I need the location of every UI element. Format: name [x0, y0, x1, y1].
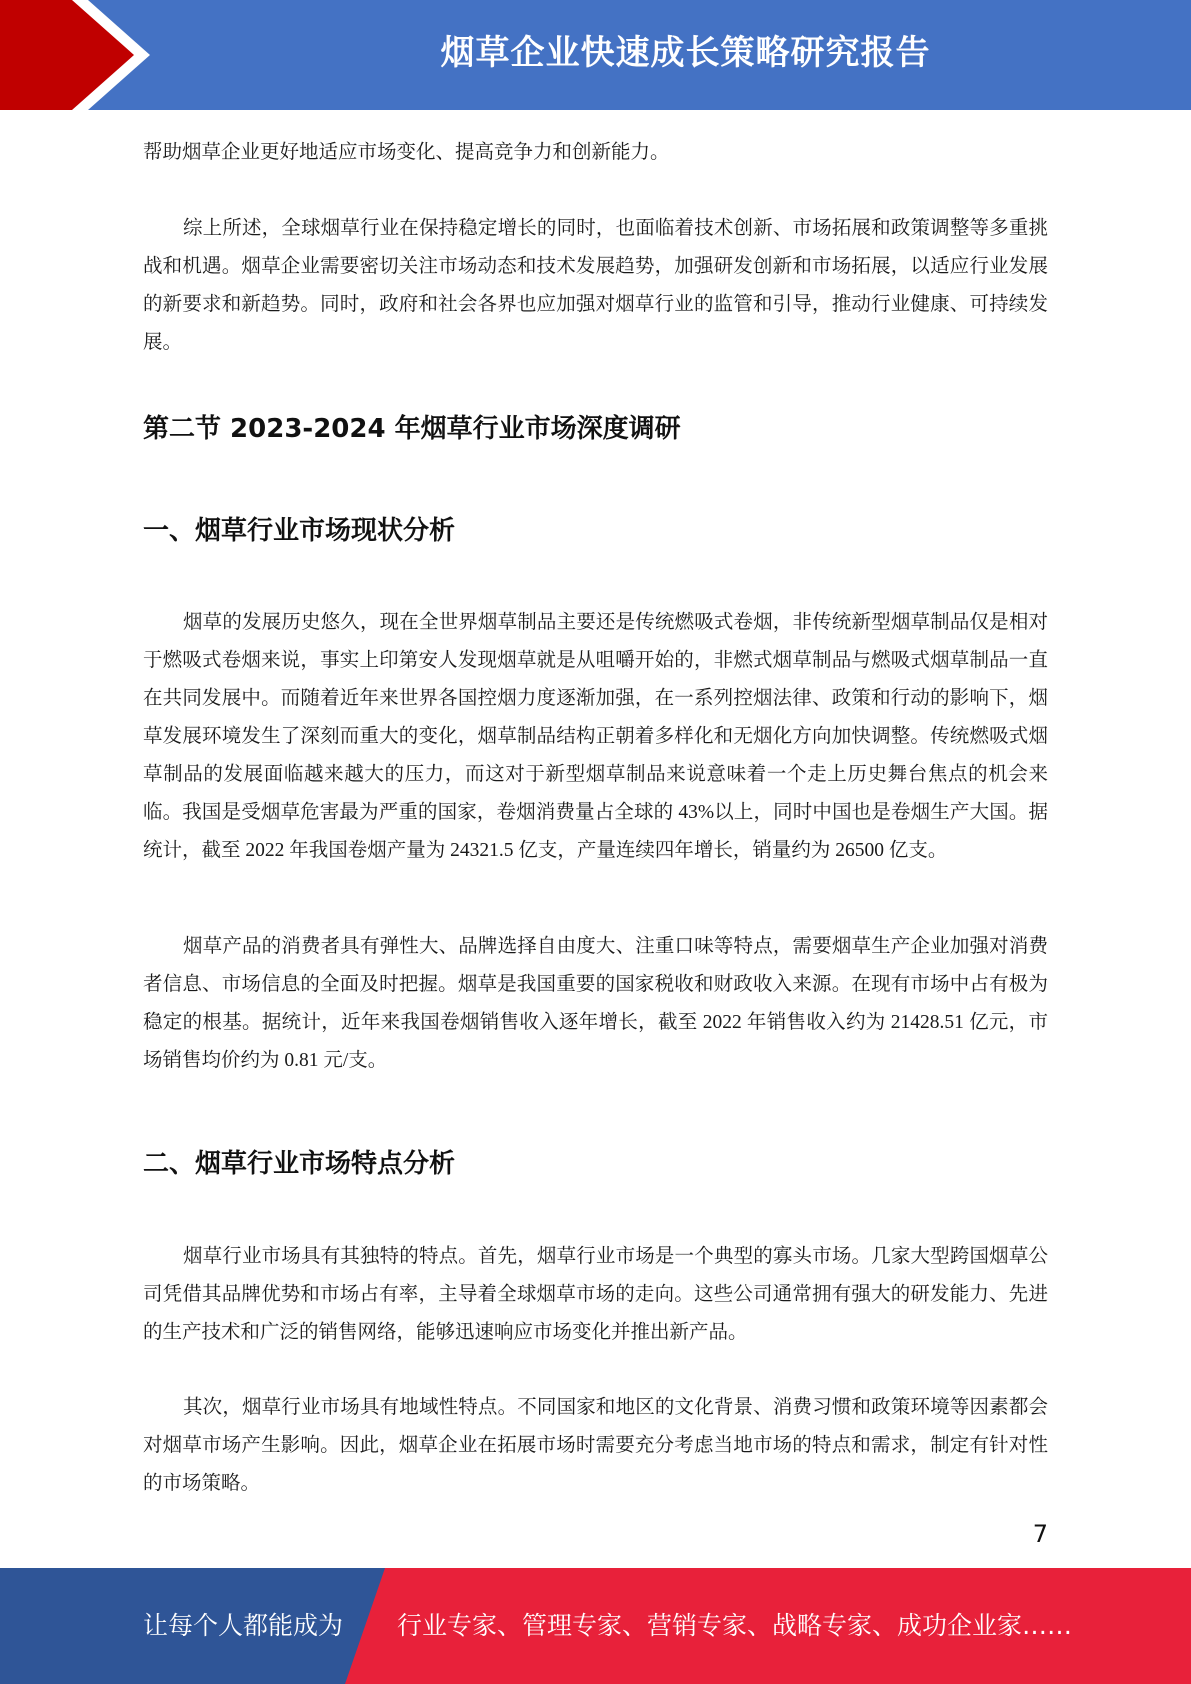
- header-banner: [0, 0, 1191, 110]
- paragraph-oligopoly: 烟草行业市场具有其独特的特点。首先，烟草行业市场是一个典型的寡头市场。几家大型跨国烟草公司凭借其品牌优势和市场占有率，主导着全球烟草市场的走向。这些公司通常拥有强大的研发能力、先进的生产技术和广泛的销售网络，能够迅速响应市场变化并推出新产品。: [143, 1246, 1048, 1343]
- subsection-heading-1: 一、烟草行业市场现状分析: [143, 516, 456, 546]
- paragraph-summary: 综上所述，全球烟草行业在保持稳定增长的同时，也面临着技术创新、市场拓展和政策调整等多重挑战和机遇。烟草企业需要密切关注市场动态和技术发展趋势，加强研发创新和市场拓展，以适应行业发展的新要求和新趋势。同时，政府和社会各界也应加强对烟草行业的监管和引导，推动行业健康、可持续发展。: [143, 218, 1048, 353]
- section-title: 第二节 2023-2024 年烟草行业市场深度调研: [143, 414, 681, 444]
- paragraph-regional: 其次，烟草行业市场具有地域性特点。不同国家和地区的文化背景、消费习惯和政策环境等因素都会对烟草市场产生影响。因此，烟草企业在拓展市场时需要充分考虑当地市场的特点和需求，制定有针对性的市场策略。: [143, 1397, 1048, 1494]
- paragraph-consumer-traits: 烟草产品的消费者具有弹性大、品牌选择自由度大、注重口味等特点，需要烟草生产企业加强对消费者信息、市场信息的全面及时把握。烟草是我国重要的国家税收和财政收入来源。在现有市场中占有极为稳定的根基。据统计，近年来我国卷烟销售收入逐年增长，截至 2022 年销售收入约为 21428.51 亿元，市场销售均价约为 0.81 元/支。: [143, 936, 1048, 1071]
- footer-slogan-right: 行业专家、管理专家、营销专家、战略专家、成功企业家……: [397, 1611, 1073, 1640]
- footer-banner: [0, 1568, 1191, 1684]
- header-title: 烟草企业快速成长策略研究报告: [440, 33, 931, 73]
- paragraph-intro-continued: 帮助烟草企业更好地适应市场变化、提高竞争力和创新能力。: [143, 142, 670, 163]
- page-number: 7: [1032, 1520, 1048, 1548]
- subsection-heading-2: 二、烟草行业市场特点分析: [143, 1149, 456, 1179]
- footer-slogan-left: 让每个人都能成为: [143, 1611, 344, 1640]
- paragraph-market-status: 烟草的发展历史悠久，现在全世界烟草制品主要还是传统燃吸式卷烟，非传统新型烟草制品仅是相对于燃吸式卷烟来说，事实上印第安人发现烟草就是从咀嚼开始的，非燃式烟草制品与燃吸式烟草制品一直在共同发展中。而随着近年来世界各国控烟力度逐渐加强，在一系列控烟法律、政策和行动的影响下，烟草发展环境发生了深刻而重大的变化，烟草制品结构正朝着多样化和无烟化方向加快调整。传统燃吸式烟草制品的发展面临越来越大的压力，而这对于新型烟草制品来说意味着一个走上历史舞台焦点的机会来临。我国是受烟草危害最为严重的国家，卷烟消费量占全球的 43%以上，同时中国也是卷烟生产大国。据统计，截至 2022 年我国卷烟产量为 24321.5 亿支，产量连续四年增长，销量约为 26500 亿支。: [143, 612, 1048, 861]
